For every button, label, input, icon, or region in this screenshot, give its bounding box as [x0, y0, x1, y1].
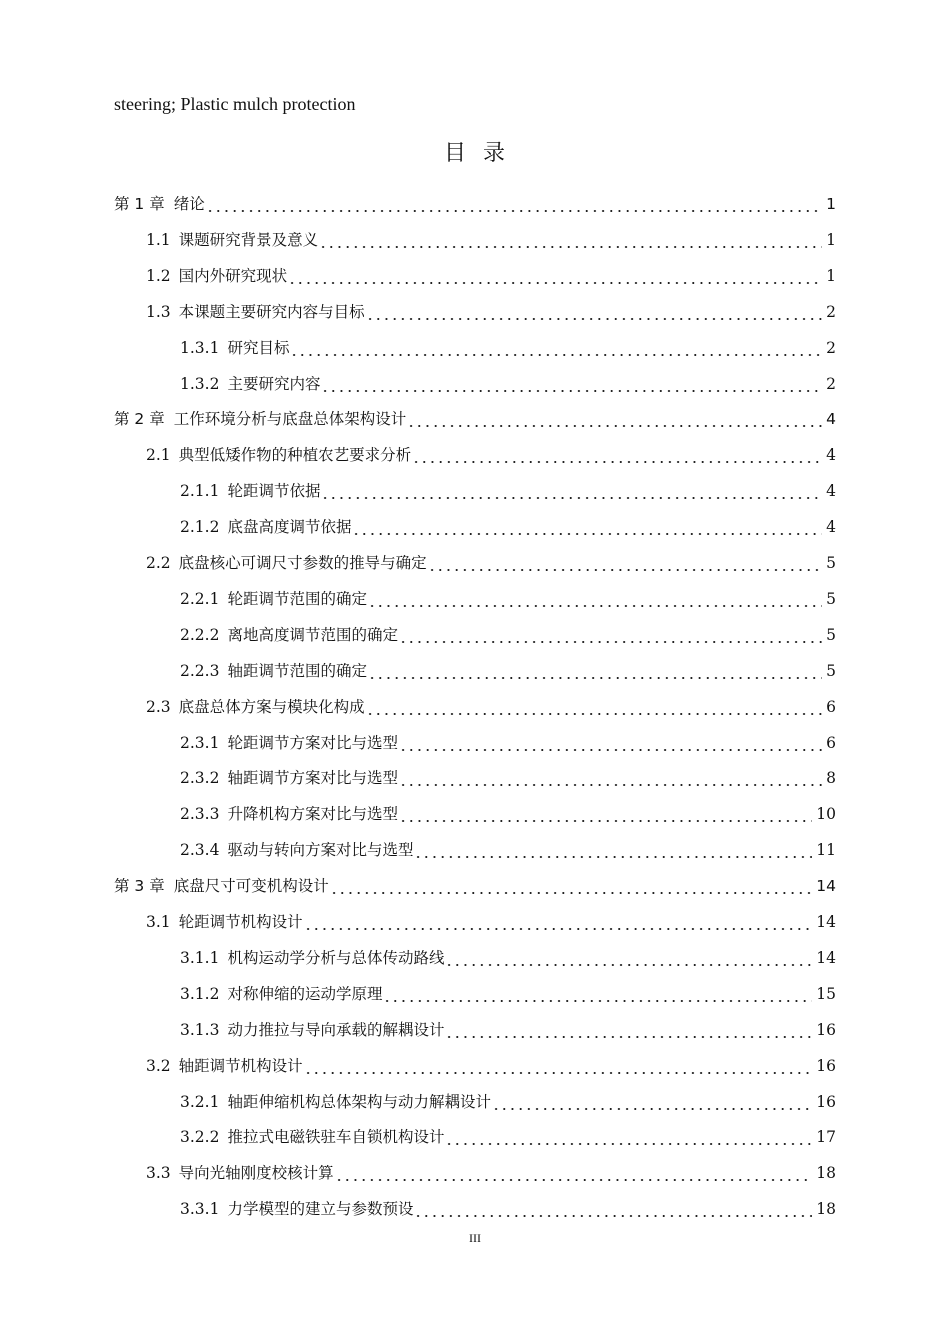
toc-entry-number: 3.3	[146, 1164, 171, 1183]
abstract-keywords-continuation: steering; Plastic mulch protection	[114, 94, 356, 114]
toc-entry[interactable]	[146, 443, 836, 467]
toc-entry-title: 底盘总体方案与模块化构成	[178, 697, 365, 716]
toc-entry-title: 底盘核心可调尺寸参数的推导与确定	[178, 554, 427, 572]
toc-entry-number: 2.2	[146, 554, 171, 572]
toc-entry-title: 轴距调节机构设计	[178, 1056, 303, 1075]
toc-entry-title: 导向光轴刚度校核计算	[178, 1164, 334, 1183]
toc-entry-number: 1.3.2	[180, 374, 220, 393]
toc-entry-page: 6	[826, 733, 836, 752]
toc-leader-dots	[319, 228, 822, 252]
toc-entry-number: 3.1.1	[180, 948, 220, 967]
toc-entry-number: 2.3.2	[180, 769, 220, 788]
toc-leader-dots	[414, 838, 812, 862]
toc-leader-dots	[366, 695, 822, 719]
toc-entry-page: 2	[826, 302, 836, 321]
toc-entry-page: 10	[816, 805, 836, 824]
toc-entry-page: 14	[816, 877, 836, 896]
toc-entry-number: 3.2.2	[180, 1128, 220, 1147]
toc-entry-page: 5	[826, 554, 836, 572]
toc-entry-number: 1.3	[146, 302, 171, 321]
toc-entry[interactable]	[180, 802, 836, 826]
toc-entry-title: 力学模型的建立与参数预设	[227, 1200, 414, 1219]
toc-leader-dots	[304, 910, 813, 934]
toc-leader-dots	[399, 802, 812, 826]
toc-leader-dots	[445, 1125, 812, 1149]
toc-entry-page: 5	[826, 625, 836, 644]
toc-entry[interactable]	[180, 838, 836, 862]
toc-entry-page: 17	[816, 1128, 836, 1147]
toc-entry-number: 2.2.2	[180, 625, 220, 644]
toc-entry[interactable]	[146, 695, 836, 719]
toc-entry[interactable]	[180, 1125, 836, 1149]
toc-entry-number: 2.2.3	[180, 661, 220, 680]
toc-entry-title: 离地高度调节范围的确定	[227, 625, 398, 644]
toc-entry-title: 轮距调节范围的确定	[227, 589, 367, 608]
toc-entry[interactable]	[180, 587, 836, 611]
toc-entry[interactable]	[180, 515, 836, 539]
toc-entry-title: 底盘高度调节依据	[227, 518, 352, 537]
toc-leader-dots	[428, 551, 822, 575]
toc-leader-dots	[414, 1197, 812, 1221]
toc-entry-number: 第 3 章	[114, 877, 165, 896]
toc-entry-title: 典型低矮作物的种植农艺要求分析	[178, 446, 412, 465]
toc-entry-title: 轴距调节方案对比与选型	[227, 769, 398, 788]
toc-entry[interactable]	[180, 1197, 836, 1221]
toc-entry-page: 18	[816, 1164, 836, 1183]
toc-entry-title: 驱动与转向方案对比与选型	[227, 841, 414, 860]
toc-entry-page: 1	[826, 195, 836, 213]
toc-entry-number: 2.3.1	[180, 733, 220, 752]
toc-entry-title: 轮距调节方案对比与选型	[227, 733, 398, 752]
toc-entry-number: 第 1 章	[114, 195, 165, 213]
toc-leader-dots	[366, 300, 822, 324]
toc-entry-number: 2.1.1	[180, 482, 220, 501]
toc-entry-title: 轴距调节范围的确定	[227, 661, 367, 680]
toc-leader-dots	[321, 372, 822, 396]
toc-leader-dots	[412, 443, 822, 467]
toc-entry-number: 2.1	[146, 446, 171, 465]
toc-entry-page: 4	[826, 410, 836, 429]
toc-entry-number: 3.1.2	[180, 984, 220, 1003]
toc-entry-page: 6	[826, 697, 836, 716]
toc-entry-page: 5	[826, 661, 836, 680]
toc-entry-number: 3.1.3	[180, 1020, 220, 1039]
toc-leader-dots	[399, 731, 822, 755]
toc-entry[interactable]	[180, 982, 836, 1006]
toc-entry[interactable]	[114, 874, 836, 898]
toc-entry-page: 4	[826, 482, 836, 501]
toc-entry-page: 4	[826, 446, 836, 465]
toc-entry-number: 3.3.1	[180, 1200, 220, 1219]
toc-entry-page: 15	[816, 984, 836, 1003]
toc-entry-title: 本课题主要研究内容与目标	[178, 302, 365, 321]
toc-title: 目 录	[444, 141, 506, 166]
toc-leader-dots	[368, 659, 822, 683]
toc-entry-title: 升降机构方案对比与选型	[227, 805, 398, 824]
toc-entry-page: 8	[826, 769, 836, 788]
toc-leader-dots	[288, 264, 822, 288]
toc-leader-dots	[206, 192, 822, 216]
toc-entry[interactable]	[180, 372, 836, 396]
toc-leader-dots	[368, 587, 822, 611]
page-number: III	[469, 1231, 481, 1245]
toc-entry-title: 动力推拉与导向承载的解耦设计	[227, 1020, 445, 1039]
toc-entry-title: 绪论	[173, 195, 205, 213]
toc-entry[interactable]	[114, 407, 836, 431]
toc-entry[interactable]	[180, 659, 836, 683]
toc-entry-title: 课题研究背景及意义	[178, 230, 319, 249]
toc-leader-dots	[399, 623, 822, 647]
toc-entry-page: 16	[816, 1092, 836, 1111]
toc-entry-page: 18	[816, 1200, 836, 1219]
toc-leader-dots	[335, 1161, 813, 1185]
toc-entry[interactable]	[180, 479, 836, 503]
toc-entry-title: 轴距伸缩机构总体架构与动力解耦设计	[227, 1092, 491, 1111]
toc-entry-title: 底盘尺寸可变机构设计	[173, 877, 329, 896]
toc-entry[interactable]	[146, 1161, 836, 1185]
toc-entry-page: 14	[816, 948, 836, 967]
toc-entry-page: 4	[826, 518, 836, 537]
toc-entry[interactable]	[180, 1090, 836, 1114]
toc-entry-number: 2.2.1	[180, 589, 220, 608]
toc-entry-title: 工作环境分析与底盘总体架构设计	[173, 410, 407, 429]
toc-entry[interactable]	[180, 731, 836, 755]
toc-leader-dots	[304, 1054, 813, 1078]
toc-leader-dots	[352, 515, 822, 539]
toc-entry-number: 3.1	[146, 913, 171, 931]
toc-leader-dots	[399, 766, 822, 790]
toc-leader-dots	[492, 1090, 812, 1114]
toc-leader-dots	[407, 407, 822, 431]
toc-entry-number: 1.3.1	[180, 338, 220, 357]
toc-entry-number: 2.1.2	[180, 518, 220, 537]
toc-entry-page: 1	[826, 230, 836, 249]
toc-entry[interactable]	[146, 551, 836, 575]
toc-entry[interactable]	[180, 946, 836, 970]
toc-entry-page: 5	[826, 589, 836, 608]
toc-leader-dots	[383, 982, 812, 1006]
toc-entry-page: 11	[816, 841, 836, 860]
toc-entry-page: 14	[816, 913, 836, 931]
toc-entry-page: 2	[826, 338, 836, 357]
toc-entry[interactable]	[180, 623, 836, 647]
toc-entry-number: 2.3.3	[180, 805, 220, 824]
toc-entry-title: 对称伸缩的运动学原理	[227, 984, 383, 1003]
toc-entry-number: 1.2	[146, 266, 171, 285]
toc-entry-page: 1	[826, 266, 836, 285]
toc-entry-title: 推拉式电磁铁驻车自锁机构设计	[227, 1128, 445, 1147]
toc-entry-title: 机构运动学分析与总体传动路线	[227, 948, 445, 967]
toc-entry[interactable]	[180, 766, 836, 790]
toc-leader-dots	[330, 874, 813, 898]
toc-entry-title: 国内外研究现状	[178, 266, 288, 285]
toc-entry-number: 2.3.4	[180, 841, 220, 860]
toc-leader-dots	[290, 336, 822, 360]
toc-leader-dots	[321, 479, 822, 503]
toc-entry-title: 轮距调节依据	[227, 482, 321, 501]
toc-entry[interactable]	[146, 228, 836, 252]
toc-entry-number: 2.3	[146, 697, 171, 716]
toc-leader-dots	[445, 946, 812, 970]
toc-entry-title: 主要研究内容	[227, 374, 321, 393]
toc-entry-number: 第 2 章	[114, 410, 165, 429]
toc-entry[interactable]	[114, 192, 836, 216]
toc-entry[interactable]	[180, 336, 836, 360]
toc-entry[interactable]	[146, 300, 836, 324]
toc-entry-page: 2	[826, 374, 836, 393]
toc-entry[interactable]	[146, 1054, 836, 1078]
toc-entry[interactable]	[146, 910, 836, 934]
toc-entry-number: 3.2.1	[180, 1092, 220, 1111]
toc-entry-page: 16	[816, 1020, 836, 1039]
toc-entry-title: 研究目标	[227, 338, 290, 357]
toc-entry-number: 1.1	[146, 230, 171, 249]
toc-entry-number: 3.2	[146, 1056, 171, 1075]
toc-entry[interactable]	[180, 1018, 836, 1042]
toc-entry-page: 16	[816, 1056, 836, 1075]
toc-leader-dots	[445, 1018, 812, 1042]
toc-entry[interactable]	[146, 264, 836, 288]
toc-entry-title: 轮距调节机构设计	[178, 913, 303, 931]
